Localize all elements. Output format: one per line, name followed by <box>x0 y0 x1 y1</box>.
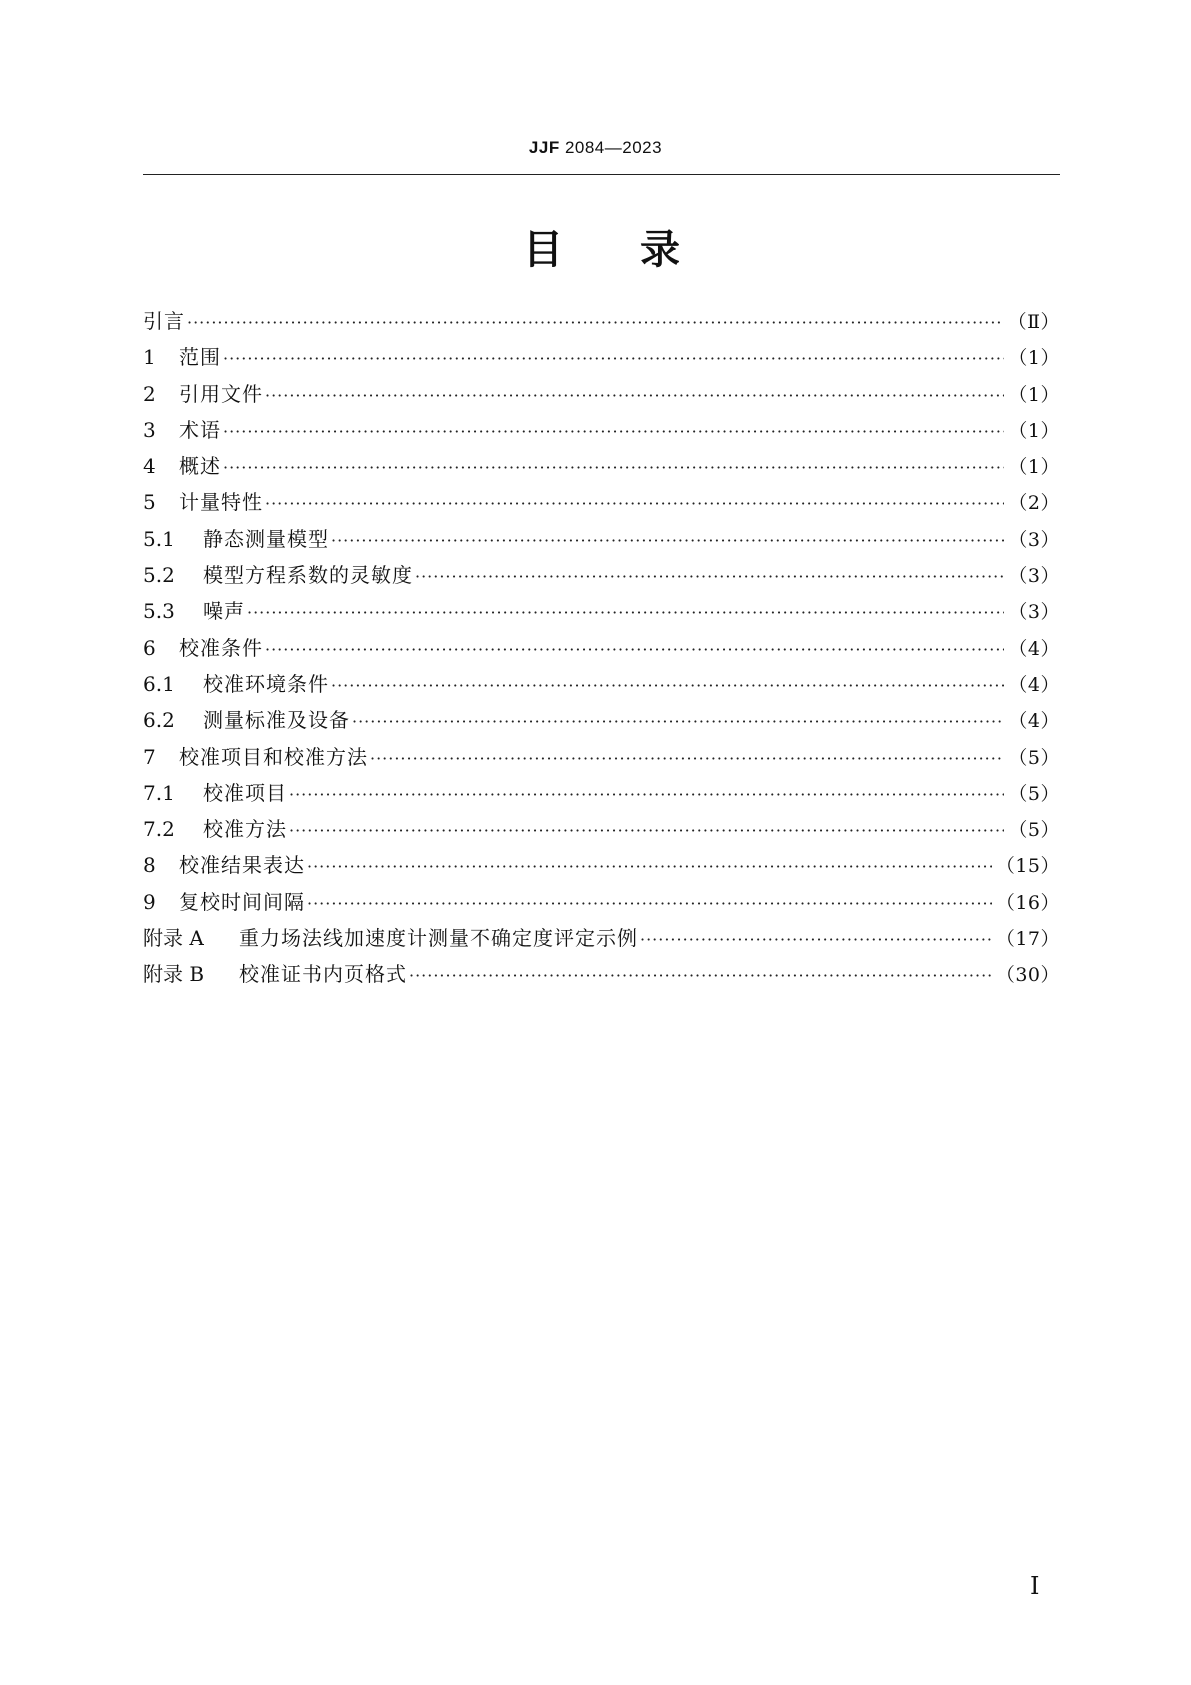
toc-entry[interactable] <box>143 523 1060 559</box>
toc-entry-number: 1 <box>143 345 156 370</box>
toc-entry-number: 6.2 <box>143 708 175 733</box>
toc-entry-label: 校准方法 <box>203 817 287 842</box>
toc-entry-number: 3 <box>143 417 156 442</box>
toc-entry-page: （1） <box>1008 383 1060 406</box>
toc-entry-page: （1） <box>1008 347 1060 370</box>
document-header <box>0 138 1191 158</box>
toc-entry-page: （3） <box>1008 601 1060 624</box>
toc-entry[interactable] <box>143 450 1060 486</box>
toc-entry-page: （Ⅱ） <box>1007 311 1060 333</box>
toc-entry-label: 噪声 <box>203 599 245 624</box>
toc-entry[interactable] <box>143 378 1060 414</box>
toc-dot-leader <box>187 313 1004 332</box>
toc-entry[interactable] <box>143 414 1060 450</box>
toc-entry-number: 7.2 <box>143 817 175 842</box>
toc-entry-number: 附录 B <box>143 962 205 987</box>
toc-entry-label: 计量特性 <box>179 490 263 515</box>
toc-entry-number: 6 <box>143 635 156 660</box>
toc-entry-label: 术语 <box>179 417 221 442</box>
toc-entry-page: （5） <box>1008 819 1060 842</box>
toc-entry[interactable] <box>143 486 1060 522</box>
toc-entry-page: （2） <box>1008 492 1060 515</box>
header-divider <box>143 174 1060 175</box>
toc-entry-page: （1） <box>1008 419 1060 442</box>
toc-entry[interactable] <box>143 958 1060 994</box>
standard-code-prefix: JJF <box>528 138 560 157</box>
standard-code-number: 2084—2023 <box>564 138 663 157</box>
toc-entry-label: 引言 <box>143 309 185 333</box>
toc-dot-leader <box>331 676 1004 695</box>
toc-entry[interactable] <box>143 595 1060 631</box>
toc-entry-label: 校准项目 <box>203 780 287 805</box>
toc-entry-page: （4） <box>1008 637 1060 660</box>
toc-entry-number: 6.1 <box>143 671 175 696</box>
toc-entry-label: 测量标准及设备 <box>203 708 350 733</box>
toc-entry-number: 5.2 <box>143 563 175 588</box>
toc-dot-leader <box>307 894 992 913</box>
toc-entry-number: 附录 A <box>143 926 204 951</box>
toc-entry-label: 校准结果表达 <box>179 853 305 878</box>
page-number: Ⅰ <box>1030 1574 1040 1600</box>
toc-entry[interactable] <box>143 668 1060 704</box>
toc-entry[interactable] <box>143 886 1060 922</box>
toc-entry[interactable] <box>143 632 1060 668</box>
toc-entry-page: （16） <box>995 891 1060 914</box>
toc-entry-number: 5 <box>143 490 156 515</box>
toc-entry-page: （3） <box>1008 565 1060 588</box>
toc-entry[interactable] <box>143 559 1060 595</box>
toc-entry-page: （1） <box>1008 456 1060 479</box>
toc-entry[interactable] <box>143 704 1060 740</box>
toc-entry-page: （17） <box>995 928 1060 951</box>
toc-entry-label: 校准条件 <box>179 635 263 660</box>
title-char-2: 录 <box>640 227 680 273</box>
table-of-contents <box>143 305 1060 995</box>
toc-dot-leader <box>223 349 1004 368</box>
toc-entry-label: 模型方程系数的灵敏度 <box>203 563 413 588</box>
toc-dot-leader <box>265 640 1004 659</box>
toc-entry-page: （4） <box>1008 710 1060 733</box>
toc-entry-label: 概述 <box>179 454 221 479</box>
toc-entry-page: （30） <box>995 964 1060 987</box>
toc-dot-leader <box>331 531 1004 550</box>
toc-entry-number: 7 <box>143 744 156 769</box>
toc-entry-label: 静态测量模型 <box>203 526 329 551</box>
toc-entry[interactable] <box>143 813 1060 849</box>
toc-dot-leader <box>352 712 1004 731</box>
toc-dot-leader <box>265 386 1004 405</box>
toc-entry[interactable] <box>143 741 1060 777</box>
toc-dot-leader <box>409 966 992 985</box>
toc-entry-label: 校准项目和校准方法 <box>179 744 368 769</box>
toc-entry-number: 9 <box>143 889 156 914</box>
toc-entry-number: 8 <box>143 853 156 878</box>
toc-entry-label: 引用文件 <box>179 381 263 406</box>
toc-entry[interactable] <box>143 922 1060 958</box>
title-char-1: 目 <box>523 227 563 273</box>
toc-entry-label: 复校时间间隔 <box>179 889 305 914</box>
toc-entry-label: 校准证书内页格式 <box>239 962 407 987</box>
toc-dot-leader <box>415 567 1004 586</box>
toc-entry-label: 重力场法线加速度计测量不确定度评定示例 <box>239 926 638 951</box>
toc-entry-number: 2 <box>143 381 156 406</box>
toc-entry[interactable] <box>143 849 1060 885</box>
toc-dot-leader <box>640 930 992 949</box>
toc-dot-leader <box>223 422 1004 441</box>
toc-entry-page: （5） <box>1008 782 1060 805</box>
toc-entry-number: 5.1 <box>143 526 175 551</box>
toc-dot-leader <box>247 603 1004 622</box>
toc-entry[interactable] <box>143 305 1060 341</box>
toc-entry-number: 7.1 <box>143 780 175 805</box>
toc-dot-leader <box>265 494 1004 513</box>
toc-entry-page: （4） <box>1008 673 1060 696</box>
toc-entry[interactable] <box>143 341 1060 377</box>
toc-dot-leader <box>289 821 1004 840</box>
toc-entry-label: 校准环境条件 <box>203 671 329 696</box>
toc-entry-number: 5.3 <box>143 599 175 624</box>
toc-entry-page: （3） <box>1008 528 1060 551</box>
toc-entry[interactable] <box>143 777 1060 813</box>
toc-entry-label: 范围 <box>179 345 221 370</box>
toc-dot-leader <box>223 458 1004 477</box>
toc-dot-leader <box>289 785 1004 804</box>
toc-dot-leader <box>370 749 1004 768</box>
toc-dot-leader <box>307 857 992 876</box>
toc-entry-number: 4 <box>143 454 156 479</box>
toc-entry-page: （15） <box>995 855 1060 878</box>
toc-entry-page: （5） <box>1008 746 1060 769</box>
